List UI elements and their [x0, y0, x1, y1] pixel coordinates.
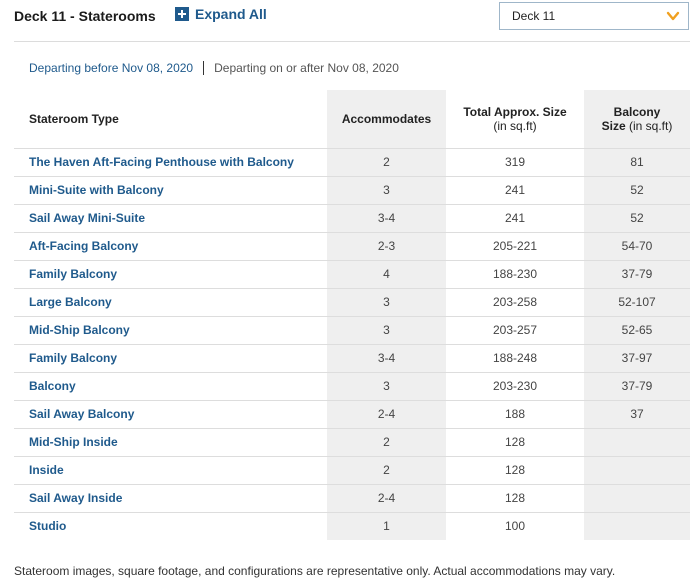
accommodates-cell: 1: [327, 512, 446, 540]
stateroom-type-link[interactable]: Mini-Suite with Balcony: [14, 176, 327, 204]
table-row: [14, 400, 690, 428]
stateroom-type-link[interactable]: Family Balcony: [14, 344, 327, 372]
accommodates-cell: 3: [327, 316, 446, 344]
total-size-cell: 205-221: [446, 232, 584, 260]
accommodates-cell: 2: [327, 428, 446, 456]
accommodates-cell: 3: [327, 176, 446, 204]
balcony-size-cell: 52-107: [584, 288, 690, 316]
header-total-size-label: Total Approx. Size: [463, 104, 567, 119]
page-title: Deck 11 - Staterooms: [14, 8, 156, 24]
tab-separator: [203, 61, 204, 75]
accommodates-cell: 2-4: [327, 400, 446, 428]
accommodates-cell: 3: [327, 372, 446, 400]
total-size-cell: 128: [446, 428, 584, 456]
balcony-size-cell: 37-97: [584, 344, 690, 372]
top-bar: [0, 0, 690, 40]
balcony-size-cell: 37: [584, 400, 690, 428]
stateroom-type-link[interactable]: Sail Away Inside: [14, 484, 327, 512]
staterooms-table: [14, 90, 690, 540]
accommodates-cell: 2-3: [327, 232, 446, 260]
accommodates-cell: 2-4: [327, 484, 446, 512]
table-row: [14, 512, 690, 540]
header-divider: [14, 41, 690, 42]
total-size-cell: 188: [446, 400, 584, 428]
table-body: [14, 148, 690, 540]
total-size-cell: 203-258: [446, 288, 584, 316]
total-size-cell: 241: [446, 176, 584, 204]
expand-all-button[interactable]: [175, 6, 267, 22]
stateroom-type-link[interactable]: Inside: [14, 456, 327, 484]
accommodates-cell: 2: [327, 148, 446, 176]
table-header-row: [14, 90, 690, 148]
header-balcony-label: Balcony: [613, 104, 661, 119]
total-size-cell: 100: [446, 512, 584, 540]
table-row: [14, 232, 690, 260]
total-size-cell: 128: [446, 456, 584, 484]
total-size-cell: 128: [446, 484, 584, 512]
balcony-size-cell: 37-79: [584, 372, 690, 400]
table-row: [14, 344, 690, 372]
plus-icon: [175, 7, 189, 21]
expand-all-label: Expand All: [195, 6, 267, 22]
stateroom-type-link[interactable]: Studio: [14, 512, 327, 540]
table-row: [14, 260, 690, 288]
stateroom-type-link[interactable]: Balcony: [14, 372, 327, 400]
header-stateroom-type: Stateroom Type: [14, 90, 327, 148]
stateroom-type-link[interactable]: Mid-Ship Inside: [14, 428, 327, 456]
stateroom-type-link[interactable]: The Haven Aft-Facing Penthouse with Balcony: [14, 148, 327, 176]
balcony-size-cell: 52: [584, 176, 690, 204]
accommodates-cell: 4: [327, 260, 446, 288]
staterooms-table-container: [14, 90, 690, 540]
balcony-size-cell: 54-70: [584, 232, 690, 260]
footnote: Stateroom images, square footage, and configurations are representative only. Actual accommodations may vary.: [14, 564, 616, 578]
balcony-size-cell: [584, 512, 690, 540]
table-row: [14, 288, 690, 316]
header-balcony-size: [584, 90, 690, 148]
total-size-cell: 319: [446, 148, 584, 176]
balcony-size-cell: [584, 428, 690, 456]
table-row: [14, 204, 690, 232]
header-accommodates: Accommodates: [327, 90, 446, 148]
balcony-size-cell: 52-65: [584, 316, 690, 344]
balcony-size-cell: 81: [584, 148, 690, 176]
header-balcony-size-label: Size: [601, 118, 626, 133]
stateroom-type-link[interactable]: Mid-Ship Balcony: [14, 316, 327, 344]
header-total-size-unit: (in sq.ft): [493, 118, 537, 133]
stateroom-type-link[interactable]: Large Balcony: [14, 288, 327, 316]
balcony-size-cell: [584, 484, 690, 512]
table-row: [14, 484, 690, 512]
accommodates-cell: 2: [327, 456, 446, 484]
table-row: [14, 456, 690, 484]
balcony-size-cell: 37-79: [584, 260, 690, 288]
date-tabs: [29, 61, 399, 75]
deck-select[interactable]: [499, 2, 689, 30]
header-balcony-unit: (in sq.ft): [629, 118, 673, 133]
total-size-cell: 188-230: [446, 260, 584, 288]
stateroom-type-link[interactable]: Sail Away Mini-Suite: [14, 204, 327, 232]
table-row: [14, 316, 690, 344]
table-row: [14, 428, 690, 456]
tab-departing-before[interactable]: Departing before Nov 08, 2020: [29, 61, 194, 75]
total-size-cell: 188-248: [446, 344, 584, 372]
accommodates-cell: 3: [327, 288, 446, 316]
stateroom-type-link[interactable]: Family Balcony: [14, 260, 327, 288]
table-row: [14, 176, 690, 204]
balcony-size-cell: [584, 456, 690, 484]
table-row: [14, 148, 690, 176]
total-size-cell: 203-257: [446, 316, 584, 344]
deck-select-value: Deck 11: [512, 9, 556, 23]
table-row: [14, 372, 690, 400]
tab-departing-after[interactable]: Departing on or after Nov 08, 2020: [214, 61, 399, 75]
balcony-size-cell: 52: [584, 204, 690, 232]
stateroom-type-link[interactable]: Aft-Facing Balcony: [14, 232, 327, 260]
total-size-cell: 203-230: [446, 372, 584, 400]
accommodates-cell: 3-4: [327, 204, 446, 232]
accommodates-cell: 3-4: [327, 344, 446, 372]
header-total-size: [446, 90, 584, 148]
total-size-cell: 241: [446, 204, 584, 232]
chevron-down-icon: [666, 10, 680, 22]
stateroom-type-link[interactable]: Sail Away Balcony: [14, 400, 327, 428]
